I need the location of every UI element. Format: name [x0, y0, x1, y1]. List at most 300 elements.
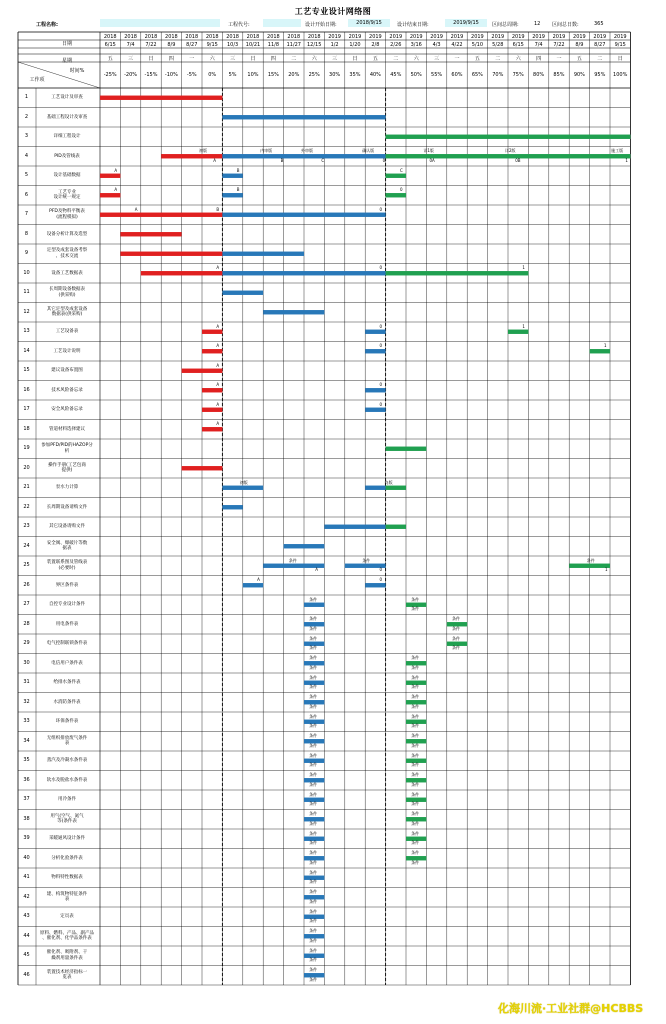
task-bar-green — [590, 349, 610, 353]
task-bar-red — [100, 193, 120, 197]
interval-weeks-label: 区间总周期: — [492, 22, 519, 28]
column-year: 2018 — [205, 34, 219, 40]
task-number: 32 — [23, 698, 30, 705]
task-mark: 条件 — [309, 947, 318, 953]
task-name: 详细工程设计 — [53, 134, 81, 139]
task-mark: A — [216, 323, 220, 329]
column-date: 11/8 — [267, 42, 279, 48]
task-mark: C — [321, 157, 325, 163]
task-bar-red — [100, 96, 222, 100]
column-weekday: 五 — [107, 56, 113, 62]
task-mark: 0B — [515, 157, 521, 163]
task-mark: 条件 — [309, 655, 318, 661]
task-number: 16 — [23, 386, 30, 393]
column-weekday: 四 — [536, 56, 542, 62]
task-number: 17 — [23, 406, 30, 412]
task-name: 操作手册(工艺包商 提供) — [48, 462, 86, 474]
column-weekday: 六 — [515, 56, 521, 62]
column-percent: 55% — [431, 72, 443, 78]
task-mark: A — [315, 567, 319, 573]
task-mark: 1 — [522, 265, 525, 271]
page-title: 工艺专业设计网络图 — [294, 7, 372, 16]
task-mark: A — [114, 187, 118, 193]
column-year: 2018 — [124, 34, 137, 40]
column-weekday: 六 — [413, 56, 419, 62]
task-name: 技术风险备忘录 — [51, 387, 83, 393]
task-mark: 条件 — [309, 752, 318, 758]
task-mark: B — [236, 167, 240, 173]
task-name: PID及管线表 — [54, 153, 80, 159]
task-name: 电信用户条件表 — [51, 660, 83, 666]
column-date: 1/20 — [349, 42, 361, 48]
design-end-label: 设计结束日期: — [397, 22, 429, 28]
task-bar-green — [386, 271, 529, 275]
task-name: 界区条件表 — [55, 582, 79, 588]
column-date: 12/15 — [306, 42, 322, 48]
column-date: 5/10 — [471, 42, 483, 48]
column-date: 8/27 — [186, 42, 198, 48]
task-mark: 0 — [399, 187, 403, 193]
column-date: 8/27 — [594, 42, 606, 48]
column-percent: 95% — [594, 72, 606, 78]
task-number: 4 — [24, 152, 29, 159]
task-mark: 条件 — [411, 781, 420, 787]
task-mark: 0A — [429, 157, 435, 163]
task-mark: 0 — [379, 577, 383, 583]
task-mark: 条件 — [411, 752, 420, 758]
column-percent: 0% — [208, 72, 217, 78]
task-number: 44 — [23, 932, 30, 939]
task-bar-blue — [324, 525, 385, 529]
column-date: 9/15 — [614, 42, 626, 48]
task-bar-blue — [284, 544, 325, 548]
task-mark: 详1版 — [423, 148, 434, 154]
column-date: 10/3 — [226, 42, 239, 48]
column-year: 2019 — [369, 34, 382, 40]
task-mark: 条件 — [411, 596, 420, 602]
column-year: 2018 — [185, 34, 199, 40]
task-name: 设备工艺数据表 — [51, 270, 83, 276]
task-number: 14 — [23, 347, 30, 354]
task-name: PFD及物料平衡表 (流程模拟) — [49, 209, 85, 220]
task-name: 管道材料选择建议 — [49, 426, 85, 432]
column-percent: 40% — [369, 72, 381, 78]
column-date: 10/21 — [245, 42, 261, 48]
task-mark: 0 — [379, 206, 383, 212]
interval-days-value: 365 — [594, 21, 604, 27]
column-date: 7/4 — [534, 42, 543, 48]
task-name: 泵水力计算 — [55, 485, 79, 490]
task-bar-red — [202, 388, 222, 392]
column-date: 2/26 — [390, 42, 402, 48]
task-mark: 条件 — [411, 694, 420, 700]
task-mark: A — [216, 362, 220, 368]
task-mark: 条件 — [309, 908, 318, 914]
task-bar-red — [120, 232, 181, 236]
date-label: 日期 — [61, 41, 72, 47]
task-number: 12 — [23, 308, 30, 315]
column-weekday: 四 — [168, 56, 174, 62]
task-name: 建议设备布置图 — [51, 368, 83, 373]
task-name: 工艺专业 设计统一规定 — [53, 189, 81, 201]
column-weekday: 一 — [454, 56, 460, 62]
task-name: 软水及脱盐水条件表 — [46, 777, 88, 783]
task-mark: 条件 — [309, 625, 318, 631]
watermark: 化海川流·工业社群@HCBBS — [498, 1002, 644, 1015]
task-mark: 条件 — [411, 772, 420, 778]
project-name-label: 工程名称: — [36, 22, 58, 28]
task-number: 42 — [23, 893, 30, 900]
task-mark: 条件 — [451, 635, 460, 641]
task-mark: 条件 — [309, 772, 318, 778]
task-bar-red — [202, 408, 222, 412]
task-number: 36 — [23, 776, 30, 783]
task-name: 用电条件表 — [55, 621, 79, 627]
task-mark: 条件 — [411, 606, 420, 612]
time-percent-label: 时间% — [69, 68, 85, 74]
task-number: 41 — [23, 874, 30, 880]
task-number: 43 — [23, 913, 30, 919]
task-mark: 条件 — [309, 840, 318, 846]
task-mark: 条件 — [451, 616, 460, 622]
column-weekday: 日 — [148, 56, 154, 62]
task-mark: C — [399, 167, 403, 173]
column-year: 2018 — [144, 34, 158, 40]
column-year: 2018 — [267, 34, 280, 40]
task-bar-green — [386, 174, 406, 178]
task-mark: 终版 — [384, 479, 393, 485]
task-mark: A — [216, 343, 220, 349]
column-year: 2018 — [103, 34, 117, 40]
task-name: 催化剂、吸附剂、干 燥剂用量条件表 — [46, 950, 88, 961]
task-mark: 0 — [379, 265, 383, 271]
column-percent: -15% — [144, 72, 158, 78]
task-number: 35 — [23, 757, 30, 763]
task-name: 水消防条件表 — [53, 699, 81, 705]
task-number: 37 — [23, 796, 30, 802]
task-number: 23 — [23, 523, 30, 529]
task-mark: 条件 — [309, 723, 318, 729]
task-number: 21 — [23, 484, 30, 490]
column-weekday: 六 — [311, 56, 317, 62]
task-mark: 条件 — [309, 976, 318, 982]
task-mark: 条件 — [309, 791, 318, 797]
column-percent: 100% — [613, 72, 628, 78]
task-number: 11 — [23, 289, 30, 295]
task-name: 装置联系图及管线表 (必要时) — [46, 560, 88, 571]
task-mark: 初版 — [239, 479, 248, 485]
task-name: 用冷条件 — [58, 797, 76, 802]
task-mark: 条件 — [309, 703, 318, 709]
column-percent: -25% — [103, 72, 117, 78]
task-mark: 条件 — [411, 684, 420, 690]
task-mark: 1 — [625, 157, 628, 163]
column-year: 2018 — [287, 34, 301, 40]
task-bar-green — [508, 330, 528, 334]
task-mark: 条件 — [309, 664, 318, 670]
column-weekday: 日 — [617, 56, 623, 62]
task-name: 参加PFD/PID的HAZOP分 析 — [41, 443, 93, 454]
task-number: 33 — [23, 718, 30, 724]
task-mark: 条件 — [309, 869, 318, 875]
task-mark: 条件 — [309, 957, 318, 963]
task-bar-red — [100, 213, 222, 217]
column-weekday: 二 — [495, 56, 501, 62]
task-name: 环保条件表 — [55, 719, 79, 724]
column-date: 11/27 — [286, 42, 301, 48]
task-mark: A — [134, 206, 138, 212]
task-bar-green — [386, 193, 406, 197]
column-date: 1/2 — [330, 42, 339, 48]
task-bar-green — [386, 447, 427, 451]
task-number: 34 — [23, 737, 30, 744]
task-name: 物料特性数据表 — [51, 875, 83, 880]
weekday-label: 星期 — [61, 58, 72, 64]
corner-diagonal — [18, 62, 100, 88]
task-number: 46 — [23, 971, 30, 978]
task-mark: 施工版 — [611, 148, 624, 154]
task-mark: 条件 — [411, 762, 420, 768]
interval-days-label: 区间总日数: — [552, 22, 579, 28]
task-name: 工艺设备表 — [55, 329, 79, 334]
task-number: 9 — [24, 250, 29, 256]
task-bar-blue — [222, 193, 242, 197]
task-name: 长周期设备请购文件 — [46, 504, 88, 510]
task-mark: 条件 — [309, 635, 318, 641]
task-bar-blue — [222, 291, 263, 295]
task-bar-red — [182, 369, 223, 373]
task-mark: 条件 — [411, 742, 420, 748]
task-mark: 条件 — [309, 645, 318, 651]
column-percent: 80% — [533, 72, 545, 78]
task-number: 45 — [23, 952, 30, 958]
task-mark: 初版 — [199, 148, 207, 154]
task-mark: 条件 — [309, 967, 318, 973]
column-date: 7/22 — [553, 42, 565, 48]
column-date: 3/16 — [410, 42, 422, 48]
task-number: 10 — [23, 269, 30, 276]
column-weekday: 二 — [393, 56, 399, 62]
task-bar-green — [386, 525, 406, 529]
design-start-value[interactable]: 2018/9/15 — [348, 19, 390, 27]
task-mark: 详2版 — [505, 148, 516, 154]
task-mark: 条件 — [411, 723, 420, 729]
column-year: 2019 — [348, 34, 362, 40]
task-mark: 0 — [379, 343, 383, 349]
column-weekday: 日 — [250, 56, 256, 62]
task-mark: 条件 — [309, 733, 318, 739]
task-bar-green — [386, 135, 631, 139]
task-bar-green — [386, 486, 406, 490]
task-number: 18 — [23, 425, 30, 432]
column-percent: 65% — [471, 72, 483, 78]
task-mark: 条件 — [411, 664, 420, 670]
task-mark: 条件 — [309, 928, 318, 934]
task-mark: 条件 — [309, 616, 318, 622]
task-bar-blue — [243, 583, 263, 587]
task-number: 28 — [23, 620, 30, 627]
task-mark: 1 — [603, 343, 607, 349]
task-number: 7 — [24, 211, 29, 217]
task-number: 22 — [23, 503, 30, 510]
task-mark: 条件 — [309, 830, 318, 836]
column-year: 2019 — [552, 34, 566, 40]
task-name: 给排水条件表 — [53, 680, 81, 685]
task-bar-red — [202, 349, 222, 353]
task-mark: 条件 — [309, 674, 318, 680]
task-name: 工艺设计及审查 — [51, 95, 83, 100]
column-weekday: 一 — [189, 56, 195, 62]
column-weekday: 五 — [576, 56, 582, 62]
task-number: 15 — [23, 367, 30, 373]
column-year: 2019 — [491, 34, 505, 40]
task-mark: 0 — [379, 567, 383, 573]
task-name: 电气控制联锁条件表 — [46, 641, 88, 646]
task-name: 安全风险备忘录 — [51, 407, 83, 412]
task-mark: 条件 — [451, 625, 460, 631]
task-mark: 条件 — [309, 889, 318, 895]
task-bar-blue — [365, 349, 385, 353]
task-mark: 条件 — [411, 791, 420, 797]
task-name: 装置技术经济指标一 览表 — [46, 969, 88, 981]
task-mark: 条件 — [309, 762, 318, 768]
task-number: 30 — [23, 659, 30, 666]
task-mark: 条件 — [411, 655, 420, 661]
column-percent: 75% — [512, 72, 524, 78]
task-name: 基础工程设计及审查 — [46, 114, 88, 120]
task-mark: A — [216, 421, 220, 427]
task-mark: 条件 — [309, 850, 318, 856]
task-mark: 1 — [522, 323, 525, 329]
task-mark: 条件 — [411, 850, 420, 856]
column-year: 2019 — [573, 34, 586, 40]
task-mark: 条件 — [309, 684, 318, 690]
design-end-value[interactable]: 2019/9/15 — [445, 19, 487, 27]
column-percent: -5% — [186, 72, 197, 78]
column-weekday: 一 — [556, 56, 562, 62]
task-number: 1 — [24, 94, 29, 100]
column-date: 5/28 — [492, 42, 504, 48]
column-percent: 35% — [349, 72, 361, 78]
task-name: 蒸汽及冷凝水条件表 — [46, 758, 88, 763]
column-weekday: 六 — [209, 56, 215, 62]
task-mark: B — [236, 187, 240, 193]
task-mark: 条件 — [411, 820, 420, 826]
task-mark: 条件 — [411, 859, 420, 865]
task-mark: 条件 — [309, 859, 318, 865]
task-mark: 条件 — [288, 557, 297, 563]
task-bar-blue — [222, 115, 385, 119]
column-percent: 50% — [410, 72, 422, 78]
interval-weeks-value: 12 — [534, 21, 541, 27]
task-number: 6 — [24, 191, 29, 198]
task-name: 安全阀、爆破片等数 据表 — [46, 540, 88, 552]
task-bar-blue — [222, 505, 242, 509]
column-weekday: 二 — [597, 56, 603, 62]
task-mark: 条件 — [586, 557, 595, 563]
task-mark: 0 — [382, 157, 386, 163]
task-mark: 条件 — [309, 937, 318, 943]
task-number: 40 — [23, 854, 30, 861]
column-weekday: 三 — [128, 56, 134, 62]
task-name: 定型及成套设备考察 、技术交流 — [46, 248, 88, 259]
column-date: 7/4 — [126, 42, 135, 48]
task-number: 8 — [24, 230, 29, 237]
column-date: 6/15 — [512, 42, 524, 48]
task-bar-red — [100, 174, 120, 178]
task-bar-red — [202, 427, 222, 431]
column-percent: 30% — [329, 72, 341, 78]
task-name: 其它定型及成套设备 数据表(供采购) — [46, 306, 88, 318]
task-mark: 条件 — [309, 898, 318, 904]
task-mark: 条件 — [309, 713, 318, 719]
column-date: 9/15 — [206, 42, 218, 48]
task-number: 5 — [24, 172, 29, 178]
column-weekday: 五 — [372, 56, 378, 62]
task-mark: 条件 — [411, 811, 420, 817]
column-date: 2/8 — [371, 42, 380, 48]
task-bar-blue — [222, 271, 385, 275]
task-mark: 1 — [604, 567, 608, 573]
column-year: 2018 — [226, 34, 239, 40]
column-weekday: 四 — [270, 56, 276, 62]
task-number: 38 — [23, 815, 30, 822]
task-name: 采暖通风设计条件 — [49, 836, 85, 841]
task-number: 24 — [23, 542, 30, 549]
column-percent: 45% — [390, 72, 402, 78]
column-percent: 25% — [308, 72, 320, 78]
task-mark: 条件 — [411, 713, 420, 719]
task-mark: 确认版 — [362, 148, 375, 154]
task-bar-red — [141, 271, 223, 275]
task-number: 13 — [23, 328, 30, 334]
column-year: 2019 — [532, 34, 545, 40]
task-name: 用气(空气、氮气 等)条件表 — [50, 813, 84, 825]
task-mark: 条件 — [309, 694, 318, 700]
column-year: 2019 — [593, 34, 607, 40]
column-percent: 70% — [492, 72, 504, 78]
task-name: 无组织排放废气条件 表 — [46, 735, 88, 747]
column-weekday: 日 — [352, 56, 358, 62]
column-year: 2018 — [307, 34, 321, 40]
task-number: 20 — [23, 464, 30, 471]
column-weekday: 三 — [434, 56, 440, 62]
task-name: 设备分析计算及选型 — [46, 231, 88, 237]
column-year: 2019 — [409, 34, 423, 40]
task-mark: 条件 — [411, 840, 420, 846]
column-year: 2019 — [328, 34, 341, 40]
work-item-label: 工作项 — [29, 77, 45, 83]
task-mark: A — [257, 577, 260, 583]
column-year: 2019 — [471, 34, 484, 40]
task-name: 长周期设备数据表 (供采购) — [49, 287, 85, 298]
column-percent: 60% — [451, 72, 463, 78]
task-mark: A — [213, 157, 217, 163]
task-name: 其它设备请购文件 — [49, 524, 85, 529]
task-number: 26 — [23, 581, 30, 588]
column-weekday: 五 — [474, 56, 480, 62]
task-mark: 条件 — [411, 674, 420, 680]
task-name: 原料、燃料、产品、副产品 、催化剂、化学品条件表 — [40, 930, 94, 942]
task-name: 分析化验条件表 — [51, 855, 83, 861]
task-mark: 条件 — [309, 801, 318, 807]
column-weekday: 三 — [230, 56, 236, 62]
column-year: 2019 — [450, 34, 464, 40]
column-year: 2019 — [613, 34, 627, 40]
task-mark: 条件 — [411, 733, 420, 739]
task-bar-red — [182, 466, 223, 470]
task-number: 25 — [23, 562, 30, 568]
